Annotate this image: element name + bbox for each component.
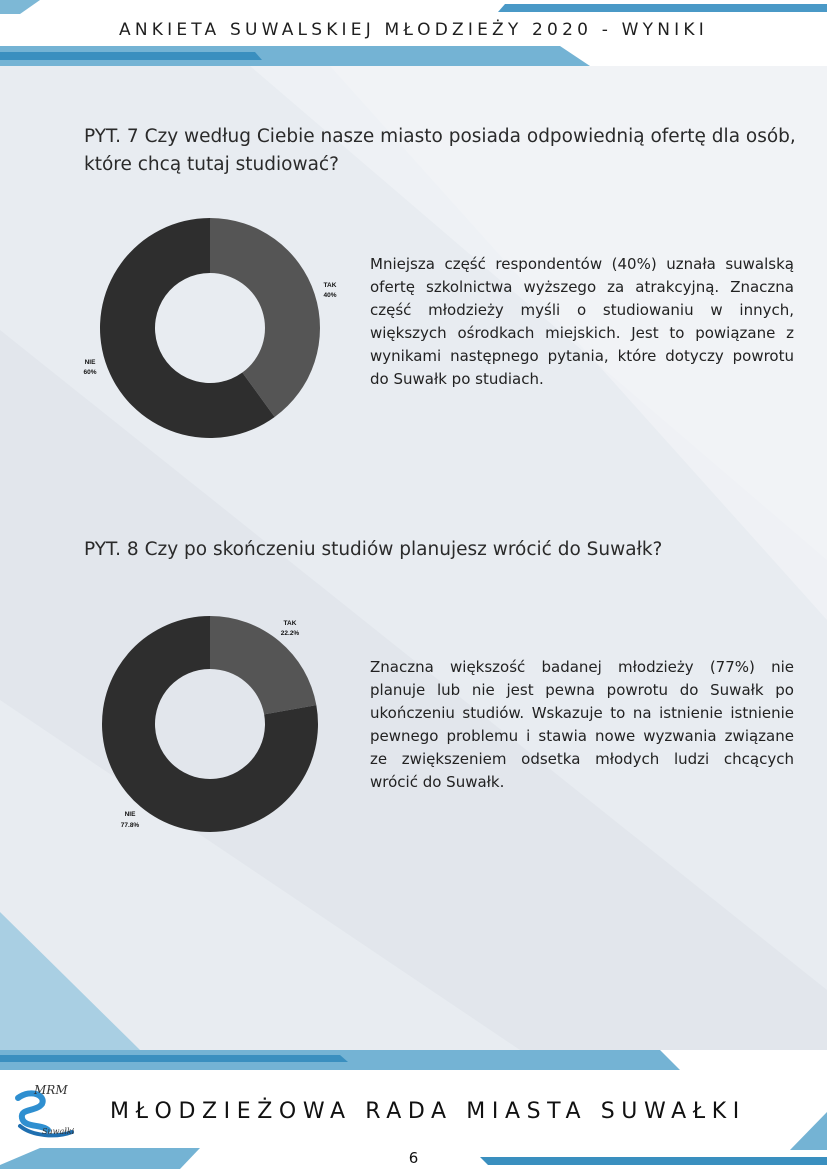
footer-title: MŁODZIEŻOWA RADA MIASTA SUWAŁKI bbox=[110, 1099, 746, 1124]
q8-slice-tak bbox=[210, 616, 316, 714]
value-tak-q8: 22.2% bbox=[280, 630, 300, 637]
label-tak-q7: TAK bbox=[323, 282, 337, 289]
donut-chart-q8 bbox=[90, 612, 340, 842]
value-nie-q7: 60% bbox=[83, 369, 97, 376]
value-nie-q8: 77.8% bbox=[120, 822, 140, 829]
label-tak-q8: TAK bbox=[283, 620, 297, 627]
label-nie-q7: NIE bbox=[84, 359, 96, 366]
header-title: ANKIETA SUWALSKIEJ MŁODZIEŻY 2020 - WYNIKI bbox=[119, 20, 708, 40]
donut-chart-q7 bbox=[83, 208, 340, 448]
label-nie-q8: NIE bbox=[124, 811, 136, 818]
page-number: 6 bbox=[408, 1149, 419, 1167]
paragraph-q8: Znaczna większość badanej młodzieży (77%) nie planuje lub nie jest pewna powrotu do Suwałk po ukończeniu studiów. Wskazuje to na istnienie istnienie pewnego problemu i stawia nowe wyzwania związane ze zwiększeniem odsetka młodych ludzi chcących wrócić do Suwałk. bbox=[370, 658, 794, 791]
question-7: PYT. 7 Czy według Ciebie nasze miasto posiada odpowiednią ofertę dla osób, które chcą tutaj studiować? bbox=[84, 126, 796, 175]
svg-text:Suwałki: Suwałki bbox=[42, 1127, 75, 1136]
paragraph-q7: Mniejsza część respondentów (40%) uznała suwalską ofertę szkolnictwa wyższego za atrakcyjną. Znaczna część młodzieży myśli o studiowaniu w innych, większych ośrodkach miejskich. Jest to powiązane z wynikami następnego pytania, które dotyczy powrotu do Suwałk po studiach. bbox=[370, 255, 794, 388]
mrm-logo bbox=[12, 1080, 82, 1142]
value-tak-q7: 40% bbox=[323, 292, 337, 299]
question-8: PYT. 8 Czy po skończeniu studiów planujesz wrócić do Suwałk? bbox=[84, 539, 663, 560]
svg-text:MRM: MRM bbox=[34, 1083, 68, 1097]
